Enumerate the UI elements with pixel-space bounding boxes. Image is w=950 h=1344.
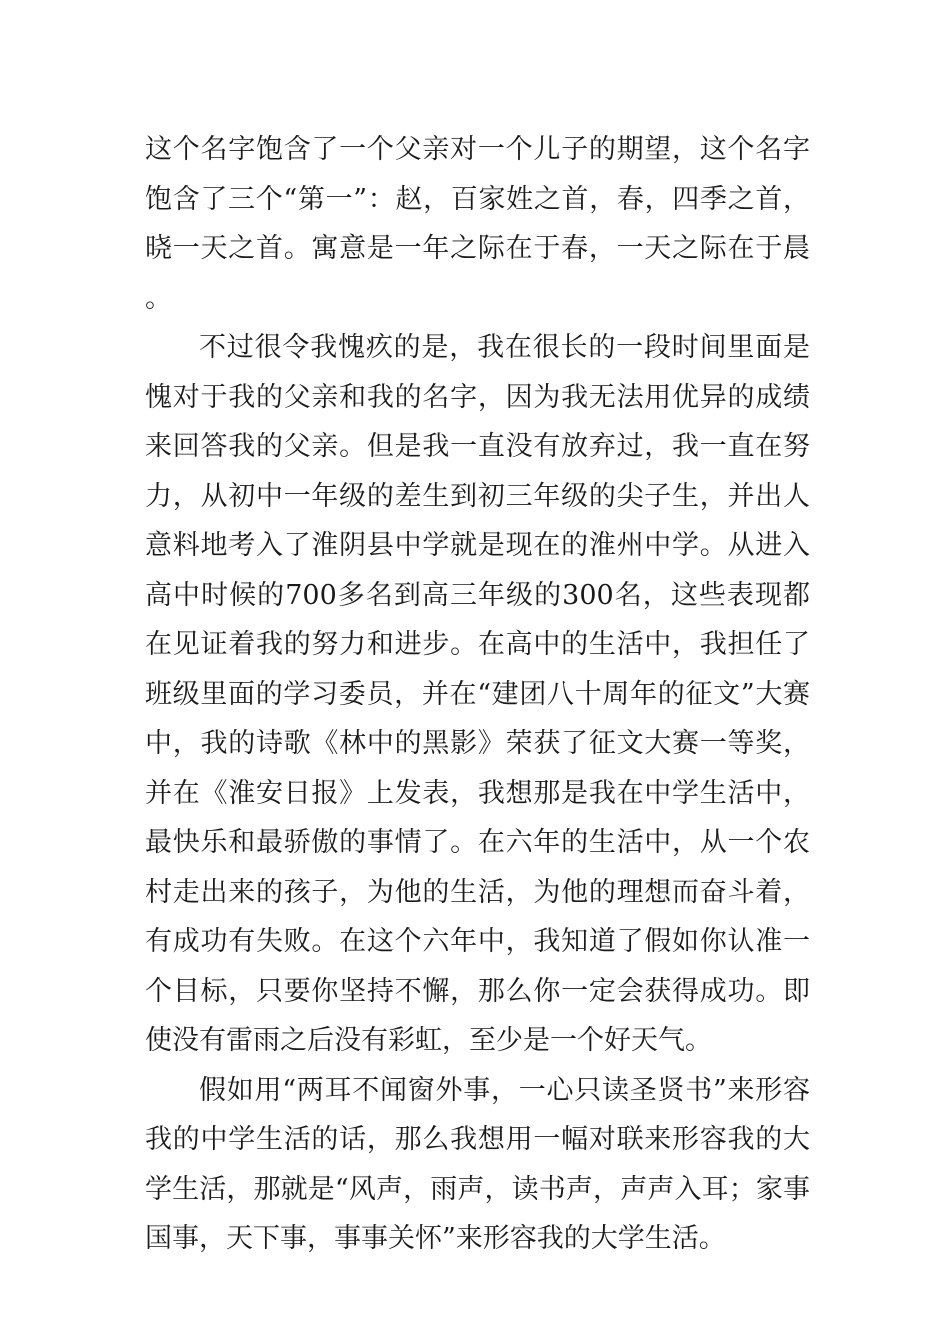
paragraph-2: 不过很令我愧疚的是，我在很长的一段时间里面是愧对于我的父亲和我的名字，因为我无法用优异的成绩来回答我的父亲。但是我一直没有放弃过，我一直在努力，从初中一年级的差生到初三年级的尖子生，并出人意料地考入了淮阴县中学就是现在的淮州中学。从进入高中时候的700多名到高三年级的300名，这些表现都在见证着我的努力和进步。在高中的生活中，我担任了班级里面的学习委员，并在“建团八十周年的征文”大赛中，我的诗歌《林中的黑影》荣获了征文大赛一等奖，并在《淮安日报》上发表，我想那是我在中学生活中，最快乐和最骄傲的事情了。在六年的生活中，从一个农村走出来的孩子，为他的生活，为他的理想而奋斗着，有成功有失败。在这个六年中，我知道了假如你认准一个目标，只要你坚持不懈，那么你一定会获得成功。即使没有雷雨之后没有彩虹，至少是一个好天气。 bbox=[145, 332, 810, 1056]
body-text bbox=[145, 125, 810, 1264]
paragraph-1: 这个名字饱含了一个父亲对一个儿子的期望，这个名字饱含了三个“第一”：赵，百家姓之首，春，四季之首，晓一天之首。寓意是一年之际在于春，一天之际在于晨。 bbox=[145, 134, 810, 314]
paragraph-3: 假如用“两耳不闻窗外事，一心只读圣贤书”来形容我的中学生活的话，那么我想用一幅对联来形容我的大学生活，那就是“风声，雨声，读书声，声声入耳；家事国事，天下事，事事关怀”来形容我的大学生活。 bbox=[145, 1074, 810, 1254]
